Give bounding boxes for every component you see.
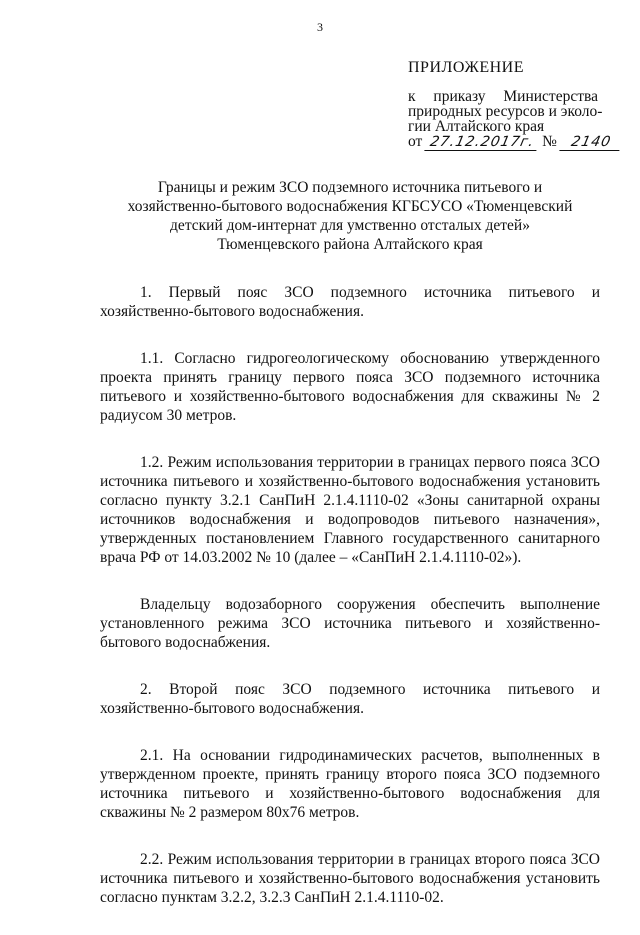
appendix-line: гии Алтайского края: [408, 118, 545, 135]
order-reference: [408, 133, 613, 151]
document-body: [100, 283, 600, 935]
title-line: Границы и режим ЗСО подземного источника питьевого и: [157, 179, 543, 196]
title-line: Тюменцевского района Алтайского края: [217, 236, 483, 253]
paragraph: 1.2. Режим использования территории в границах первого пояса ЗСО источника питьевого и хозяйственно-бытового водоснабжения установить согласно пункту 3.2.1 СанПиН 2.1.4.1110-02 «Зоны санитарной охраны источников водоснабжения и водопроводов питьевого назначения», утвержденных постановлением Главного государственного санитарного врача РФ от 14.03.2002 № 10 (далее – «СанПиН 2.1.4.1110-02»).: [100, 454, 600, 566]
appendix-title: ПРИЛОЖЕНИЕ: [408, 59, 525, 76]
paragraph: 2.2. Режим использования территории в границах второго пояса ЗСО источника питьевого и хозяйственно-бытового водоснабжения установить согласно пунктам 3.2.2, 3.2.3 СанПиН 2.1.4.1110-02.: [100, 851, 600, 906]
paragraph: 2.1. На основании гидродинамических расчетов, выполненных в утвержденном проекте, принять границу второго пояса ЗСО подземного источника питьевого и хозяйственно-бытового водоснабжения для скважины № 2 размером 80х76 метров.: [100, 747, 600, 821]
document-title: [100, 178, 600, 254]
paragraph: Владельцу водозаборного сооружения обеспечить выполнение установленного режима ЗСО источника питьевого и хозяйственно-бытового водоснабжения.: [100, 596, 600, 651]
order-number-sign: №: [542, 133, 557, 150]
appendix-line: к приказу Министерства: [408, 88, 598, 105]
appendix-line: природных ресурсов и эколо-: [408, 103, 603, 120]
order-number: 2140: [559, 135, 622, 151]
title-line: детский дом-интернат для умственно отсталых детей»: [170, 217, 530, 234]
appendix-block: [408, 59, 613, 151]
paragraph: 1. Первый пояс ЗСО подземного источника питьевого и хозяйственно-бытового водоснабжения.: [100, 284, 600, 320]
paragraph: 1.1. Согласно гидрогеологическому обоснованию утвержденного проекта принять границу первого пояса ЗСО подземного источника питьевого и хозяйственно-бытового водоснабжения для скважины № 2 радиусом 30 метров.: [100, 350, 600, 424]
title-line: хозяйственно-бытового водоснабжения КГБСУСО «Тюменцевский: [127, 198, 573, 215]
order-prefix: от: [408, 133, 423, 150]
page-number: 3: [317, 20, 323, 34]
paragraph: 2. Второй пояс ЗСО подземного источника питьевого и хозяйственно-бытового водоснабжения.: [100, 681, 600, 717]
order-date: 27.12.2017г.: [425, 135, 540, 151]
